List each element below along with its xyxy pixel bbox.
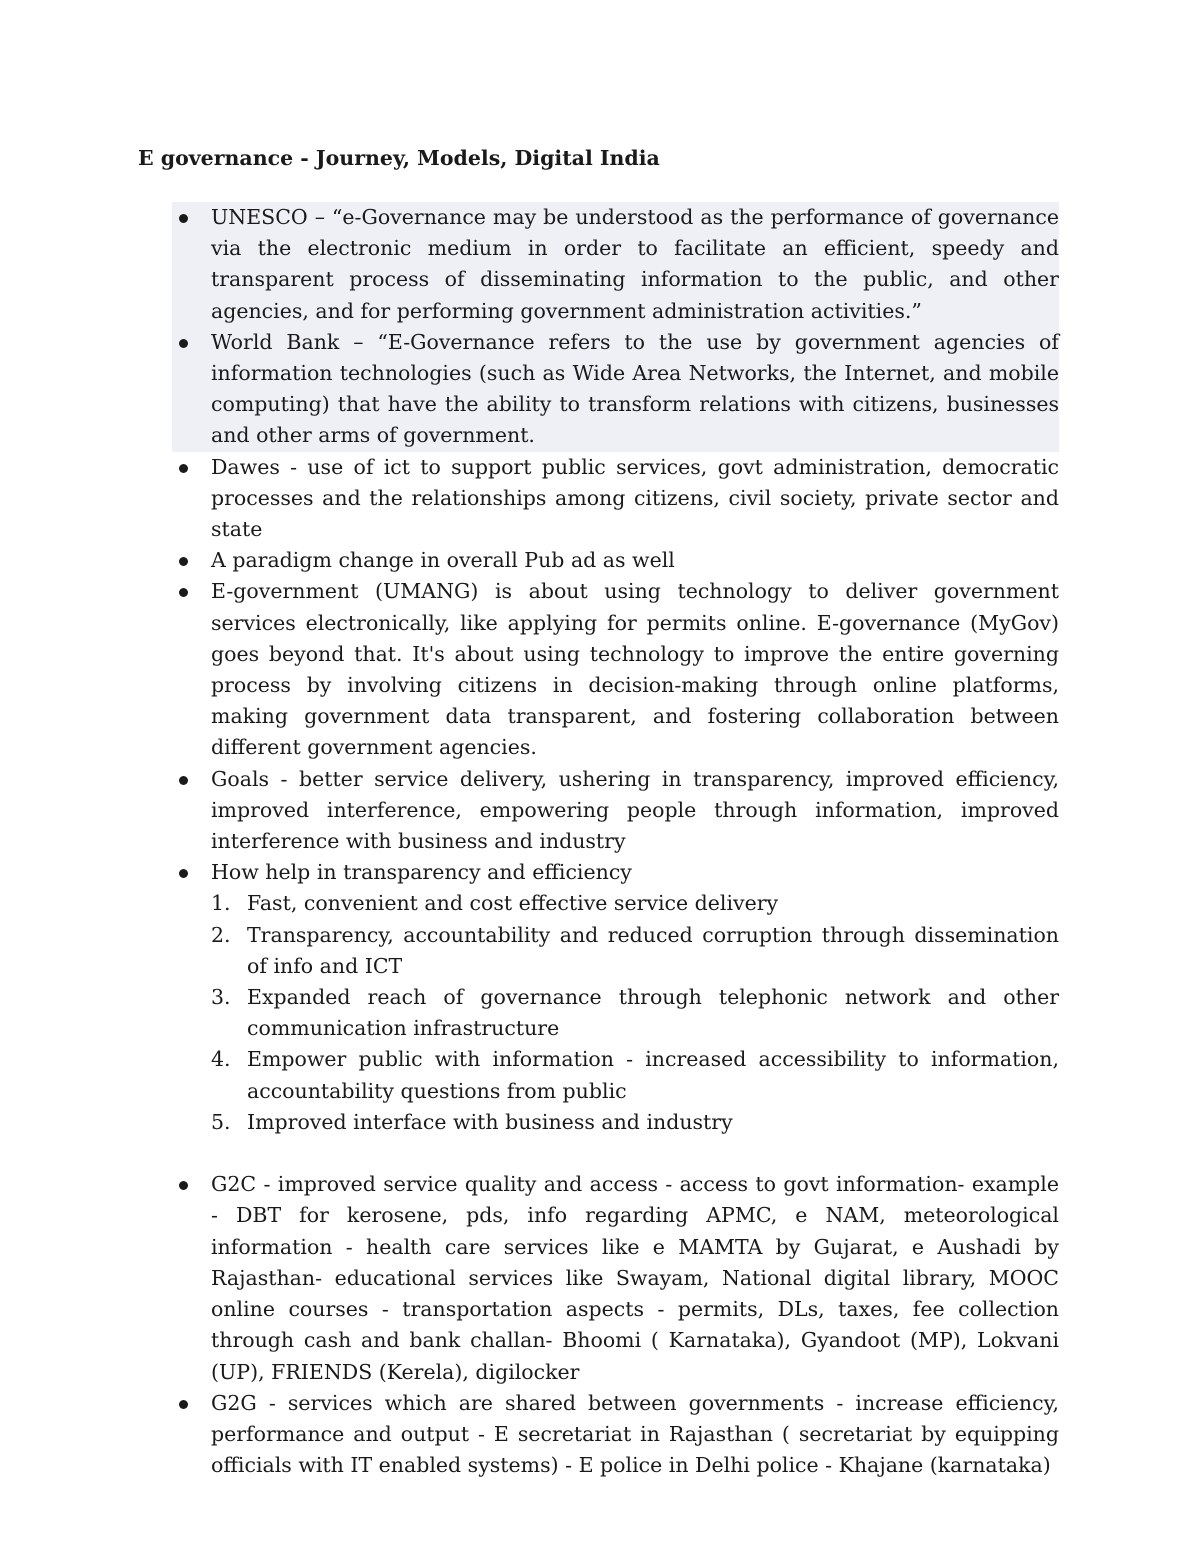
bullet-dot-icon <box>179 464 188 473</box>
item-number: 3. <box>211 985 231 1010</box>
bullet-text: E-government (UMANG) is about using technology to deliver government services electronically, like applying for permits online. E-governance (MyGov) goes beyond that. It's about using technology to improve the entire governing process by involving citizens in decision-making through online platforms, making government data transparent, and fostering collaboration between different government agencies. <box>211 579 1059 760</box>
item-number: 2. <box>211 922 231 947</box>
bullet-text: Dawes - use of ict to support public services, govt administration, democratic processes and the relationships among citizens, civil society, private sector and state <box>211 454 1059 542</box>
bullet-item-world-bank <box>176 327 1059 452</box>
bullet-dot-icon <box>179 869 188 878</box>
item-number: 1. <box>211 891 231 916</box>
bullet-item-unesco <box>176 202 1059 327</box>
item-text: Expanded reach of governance through telephonic network and other communication infrastructure <box>247 985 1059 1041</box>
bullet-item-goals <box>176 764 1059 858</box>
bullet-text: UNESCO – “e-Governance may be understood as the performance of governance via the electronic medium in order to facilitate an efficient, speedy and transparent process of disseminating information to the public, and other agencies, and for performing government administration activities.” <box>211 205 1059 323</box>
bullet-dot-icon <box>179 1181 188 1190</box>
numbered-item <box>176 920 1059 982</box>
item-text: Empower public with information - increased accessibility to information, accountability questions from public <box>247 1047 1059 1103</box>
item-text: Transparency, accountability and reduced corruption through dissemination of info and ICT <box>247 922 1059 978</box>
numbered-item <box>176 888 1059 919</box>
bullet-dot-icon <box>179 339 188 348</box>
bullet-dot-icon <box>179 214 188 223</box>
numbered-item <box>176 982 1059 1044</box>
bullet-text: World Bank – “E-Governance refers to the use by government agencies of information technologies (such as Wide Area Networks, the Internet, and mobile computing) that have the ability to transform relations with citizens, businesses and other arms of government. <box>211 329 1059 448</box>
bullet-item-g2c <box>176 1169 1059 1387</box>
bullet-text: How help in transparency and efficiency <box>211 860 632 885</box>
document-title: E governance - Journey, Models, Digital India <box>138 146 660 170</box>
document-body <box>176 202 1059 1481</box>
bullet-item-dawes <box>176 452 1059 546</box>
blank-line <box>176 1138 1059 1169</box>
numbered-item <box>176 1044 1059 1106</box>
bullet-dot-icon <box>179 776 188 785</box>
bullet-text: Goals - better service delivery, ushering in transparency, improved efficiency, improved interference, empowering people through information, improved interference with business and industry <box>211 766 1059 854</box>
item-text: Fast, convenient and cost effective service delivery <box>247 891 779 916</box>
bullet-text: A paradigm change in overall Pub ad as well <box>211 548 675 573</box>
highlighted-definitions <box>172 202 1059 452</box>
bullet-item-e-government <box>176 576 1059 763</box>
item-number: 5. <box>211 1109 231 1134</box>
bullet-dot-icon <box>179 588 188 597</box>
item-number: 4. <box>211 1047 231 1072</box>
item-text: Improved interface with business and industry <box>247 1109 733 1134</box>
bullet-text: G2G - services which are shared between governments - increase efficiency, performance and output - E secretariat in Rajasthan ( secretariat by equipping officials with IT enabled systems) - E police in Delhi police - Khajane (karnataka) <box>211 1390 1059 1478</box>
bullet-item-g2g <box>176 1388 1059 1482</box>
bullet-item-paradigm <box>176 545 1059 576</box>
bullet-item-how-help <box>176 857 1059 1138</box>
numbered-list <box>211 888 1059 1138</box>
bullet-dot-icon <box>179 1400 188 1409</box>
bullet-text: G2C - improved service quality and access - access to govt information- example - DBT for kerosene, pds, info regarding APMC, e NAM, meteorological information - health care services like e MAMTA by Gujarat, e Aushadi by Rajasthan- educational services like Swayam, National digital library, MOOC online courses - transportation aspects - permits, DLs, taxes, fee collection through cash and bank challan- Bhoomi ( Karnataka), Gyandoot (MP), Lokvani (UP), FRIENDS (Kerela), digilocker <box>211 1172 1059 1384</box>
bullet-dot-icon <box>179 557 188 566</box>
numbered-item <box>176 1107 1059 1138</box>
